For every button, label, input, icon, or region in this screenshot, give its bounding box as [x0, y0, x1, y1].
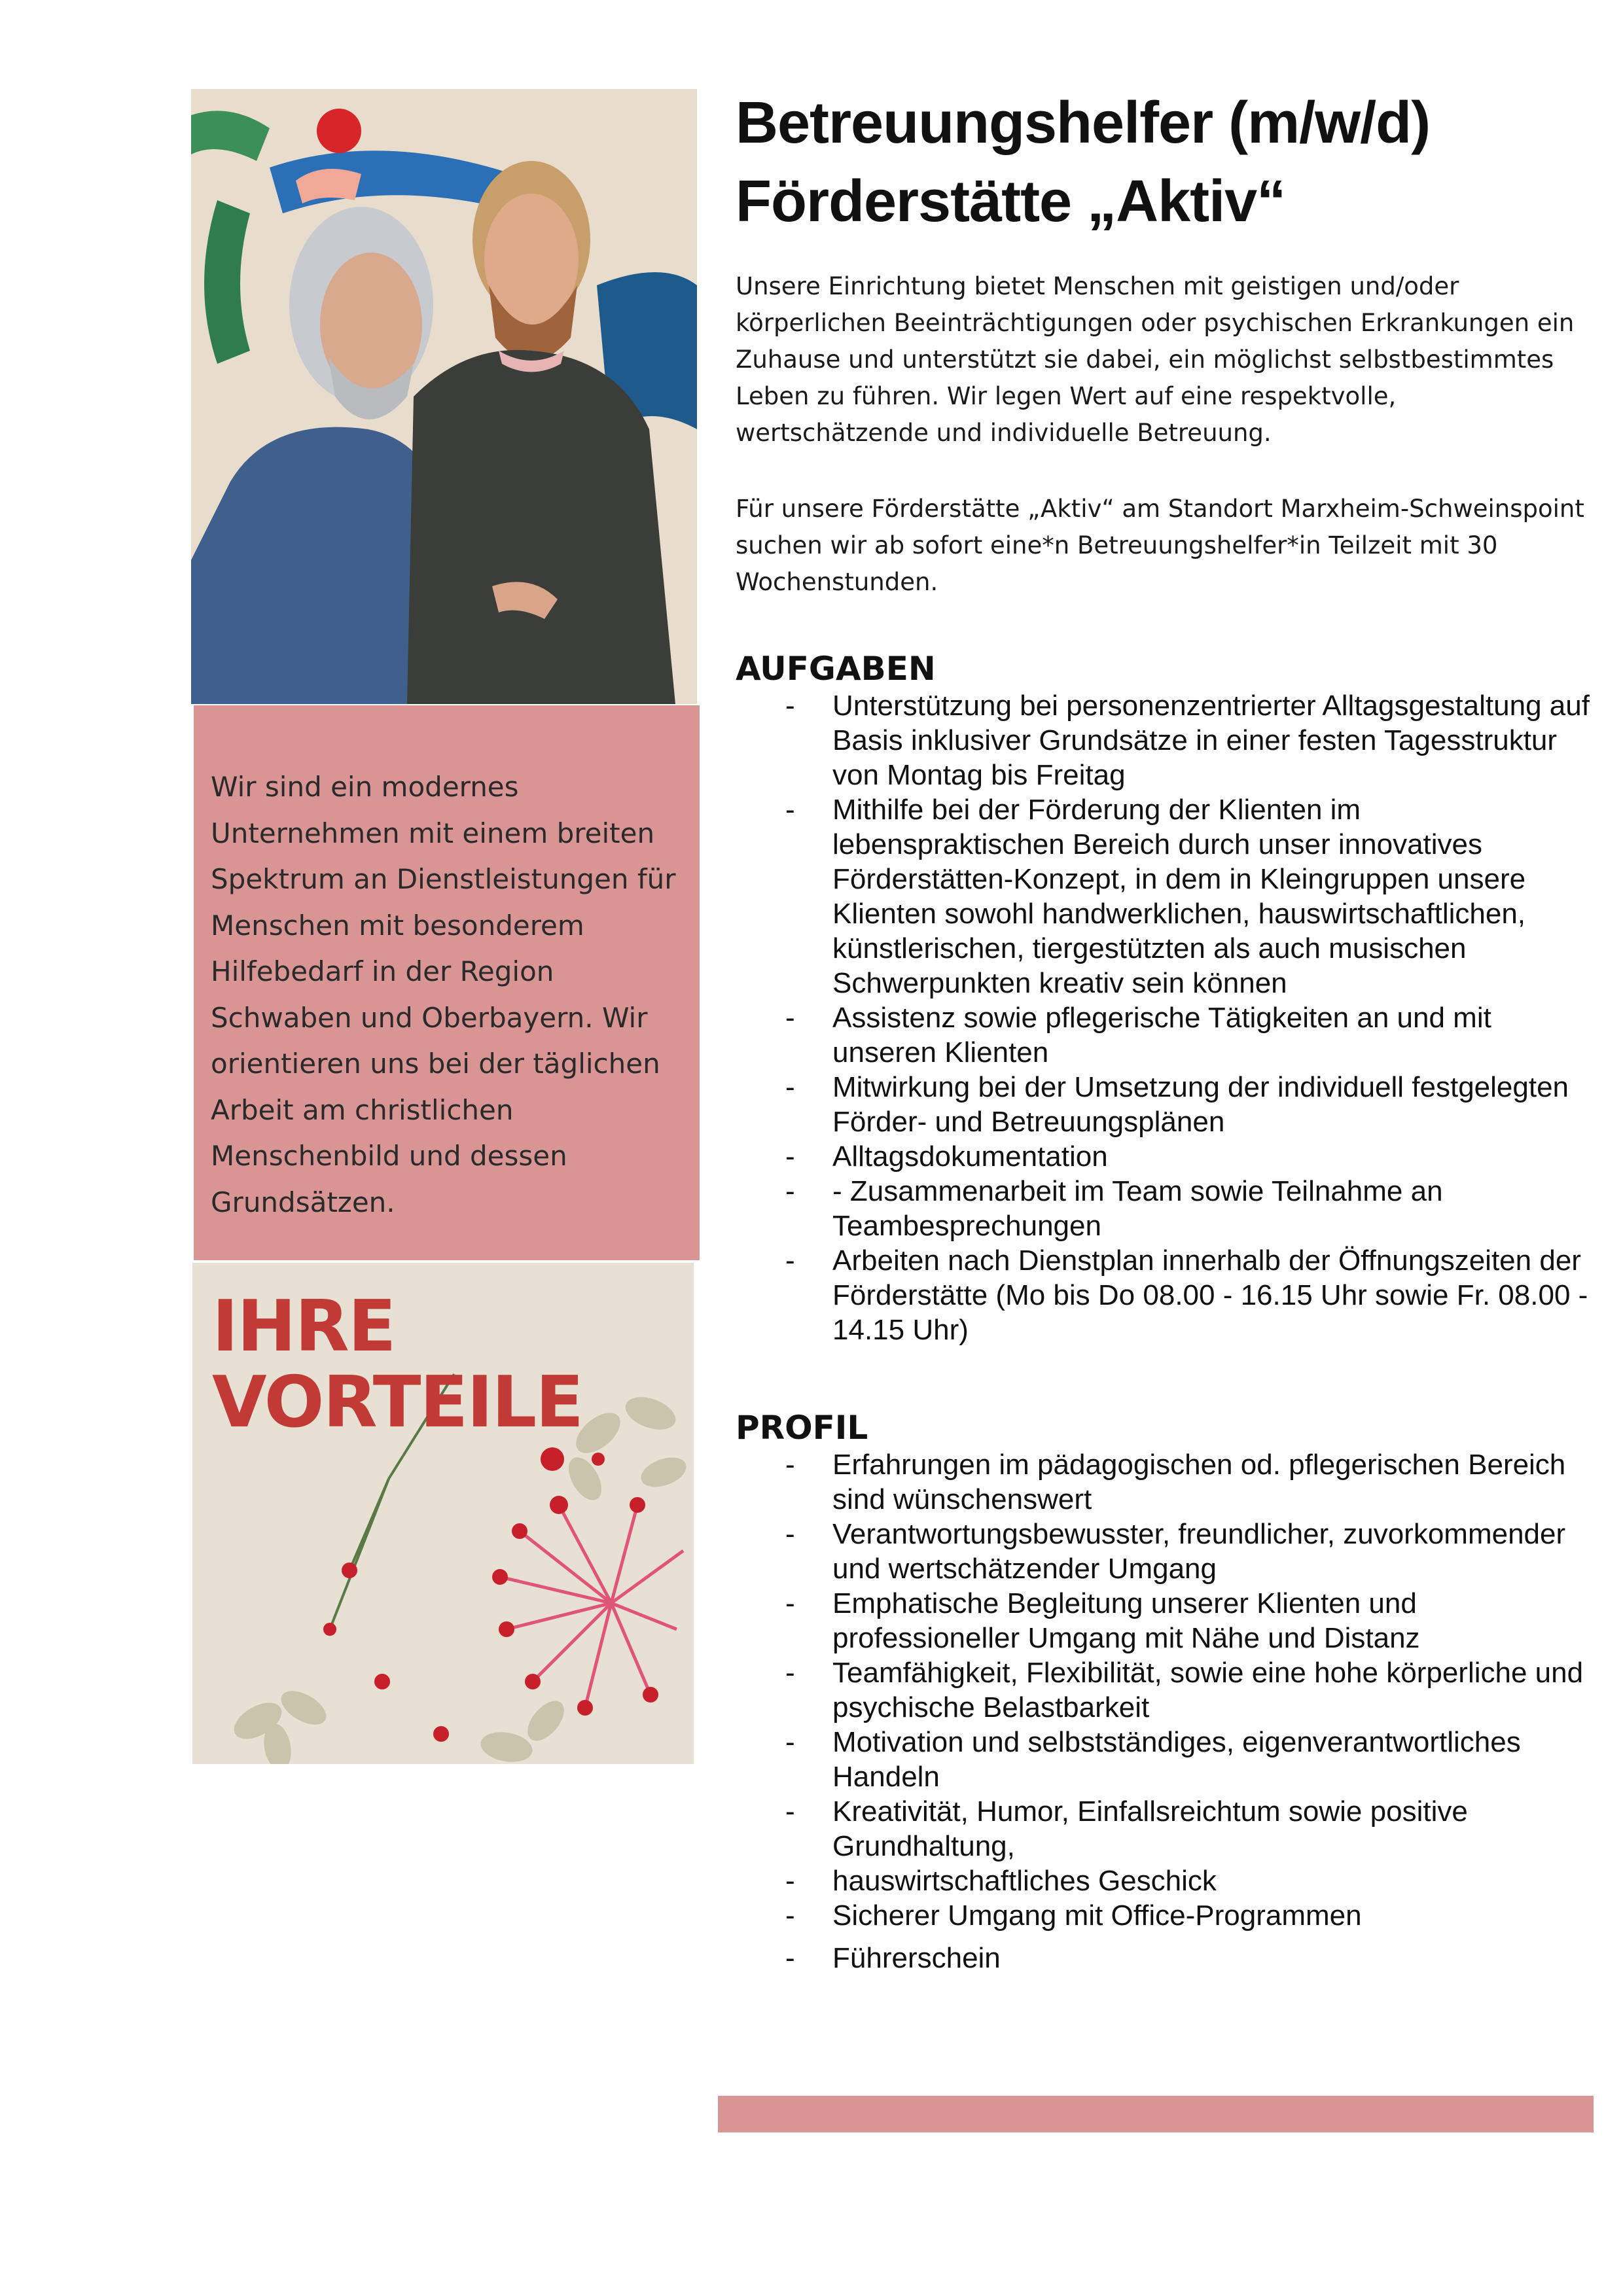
- page-title: [736, 84, 1586, 241]
- vorteile-line1: IHRE: [212, 1286, 395, 1368]
- aufgaben-heading: AUFGABEN: [736, 650, 936, 688]
- list-item: [736, 1070, 1593, 1139]
- two-men-talking-illustration: [191, 89, 697, 704]
- list-item-text: Führerschein: [832, 1942, 1001, 1974]
- vorteile-line2: VORTEILE: [212, 1362, 583, 1443]
- list-item-text: Verantwortungsbewusster, freundlicher, zuvorkommender und wertschätzender Umgang: [832, 1518, 1566, 1585]
- list-item: [736, 1898, 1593, 1933]
- dash: -: [785, 1899, 795, 1932]
- list-item-text: Kreativität, Humor, Einfallsreichtum sowie positive Grundhaltung,: [832, 1795, 1468, 1862]
- vorteile-graphic: [192, 1263, 694, 1764]
- list-item: [736, 1941, 1593, 1975]
- list-item-text: Mithilfe bei der Förderung der Klienten im lebenspraktischen Bereich durch unser innovatives Förderstätten-Konzept, in dem in Kleingruppen unsere Klienten sowohl handwerklichen, hauswirtschaftlichen, künstlerischen, tiergestützten als auch musischen Schwerpunkten kreativ sein können: [832, 794, 1526, 999]
- list-item: [736, 1243, 1593, 1347]
- dash: -: [785, 1587, 795, 1619]
- aufgaben-list: [736, 688, 1593, 1347]
- list-item-text: Sicherer Umgang mit Office-Programmen: [832, 1899, 1362, 1932]
- list-item-text: Emphatische Begleitung unserer Klienten und professioneller Umgang mit Nähe und Distanz: [832, 1587, 1420, 1654]
- list-item: [736, 1794, 1593, 1863]
- list-item-text: Unterstützung bei personenzentrierter Alltagsgestaltung auf Basis inklusiver Grundsätze in einer festen Tagesstruktur von Montag bis Freitag: [832, 690, 1590, 791]
- list-item: [736, 792, 1593, 1000]
- profil-heading: PROFIL: [736, 1409, 868, 1447]
- footer-bar: [718, 2096, 1594, 2132]
- list-item: [736, 1725, 1593, 1794]
- dash: -: [785, 1726, 795, 1758]
- dash: -: [785, 690, 795, 722]
- vorteile-heading: [212, 1286, 583, 1443]
- dash: -: [785, 1245, 795, 1277]
- dash: -: [785, 1175, 795, 1207]
- dash: -: [785, 1071, 795, 1103]
- list-item-text: Arbeiten nach Dienstplan innerhalb der Öffnungszeiten der Förderstätte (Mo bis Do 08.00 - 16.15 Uhr sowie Fr. 08.00 - 14.15 Uhr): [832, 1245, 1588, 1346]
- dash: -: [785, 1518, 795, 1550]
- mission-text: Wir sind ein modernes Unternehmen mit einem breiten Spektrum an Dienstleistungen für Menschen mit besonderem Hilfebedarf in der Region Schwaben und Oberbayern. Wir orientieren uns bei der täglichen Arbeit am christlichen Menschenbild und dessen Grundsätzen.: [211, 771, 676, 1218]
- dash: -: [785, 1865, 795, 1897]
- list-item-text: Mitwirkung bei der Umsetzung der individuell festgelegten Förder- und Betreuungsplänen: [832, 1071, 1569, 1138]
- profil-list: [736, 1447, 1593, 1975]
- intro-paragraph-2: Für unsere Förderstätte „Aktiv“ am Standort Marxheim-Schweinspoint suchen wir ab sofort eine*n Betreuungshelfer*in Teilzeit mit 30 Wochenstunden.: [736, 495, 1584, 596]
- list-item: [736, 1863, 1593, 1898]
- title-line2: Förderstätte „Aktiv“: [736, 169, 1286, 234]
- list-item: [736, 1447, 1593, 1517]
- list-item-text: Teamfähigkeit, Flexibilität, sowie eine hohe körperliche und psychische Belastbarkeit: [832, 1657, 1584, 1723]
- list-item-text: Motivation und selbstständiges, eigenverantwortliches Handeln: [832, 1726, 1521, 1793]
- dash: -: [785, 1449, 795, 1481]
- dash: -: [785, 1795, 795, 1828]
- list-item: [736, 688, 1593, 792]
- list-item-text: Erfahrungen im pädagogischen od. pflegerischen Bereich sind wünschenswert: [832, 1449, 1566, 1515]
- intro-paragraph-1: Unsere Einrichtung bietet Menschen mit geistigen und/oder körperlichen Beeinträchtigungen oder psychischen Erkrankungen ein Zuhause und unterstützt sie dabei, ein möglichst selbstbestimmtes Leben zu führen. Wir legen Wert auf eine respektvolle, wertschätzende und individuelle Betreuung.: [736, 272, 1575, 447]
- list-item: [736, 1174, 1593, 1243]
- title-line1: Betreuungshelfer (m/w/d): [736, 90, 1431, 156]
- dash: -: [785, 1002, 795, 1034]
- list-item: [736, 1139, 1593, 1174]
- dash: -: [785, 794, 795, 826]
- list-item: [736, 1655, 1593, 1725]
- list-item: [736, 1517, 1593, 1586]
- mission-box: [194, 705, 700, 1260]
- list-item-text: - Zusammenarbeit im Team sowie Teilnahme an Teambesprechungen: [832, 1175, 1443, 1242]
- dash: -: [785, 1942, 795, 1974]
- list-item-text: Assistenz sowie pflegerische Tätigkeiten an und mit unseren Klienten: [832, 1002, 1491, 1069]
- list-item: [736, 1000, 1593, 1070]
- dash: -: [785, 1657, 795, 1689]
- list-item-text: Alltagsdokumentation: [832, 1140, 1108, 1173]
- list-item-text: hauswirtschaftliches Geschick: [832, 1865, 1217, 1897]
- dash: -: [785, 1140, 795, 1173]
- list-item: [736, 1586, 1593, 1655]
- hero-photo: [191, 89, 697, 704]
